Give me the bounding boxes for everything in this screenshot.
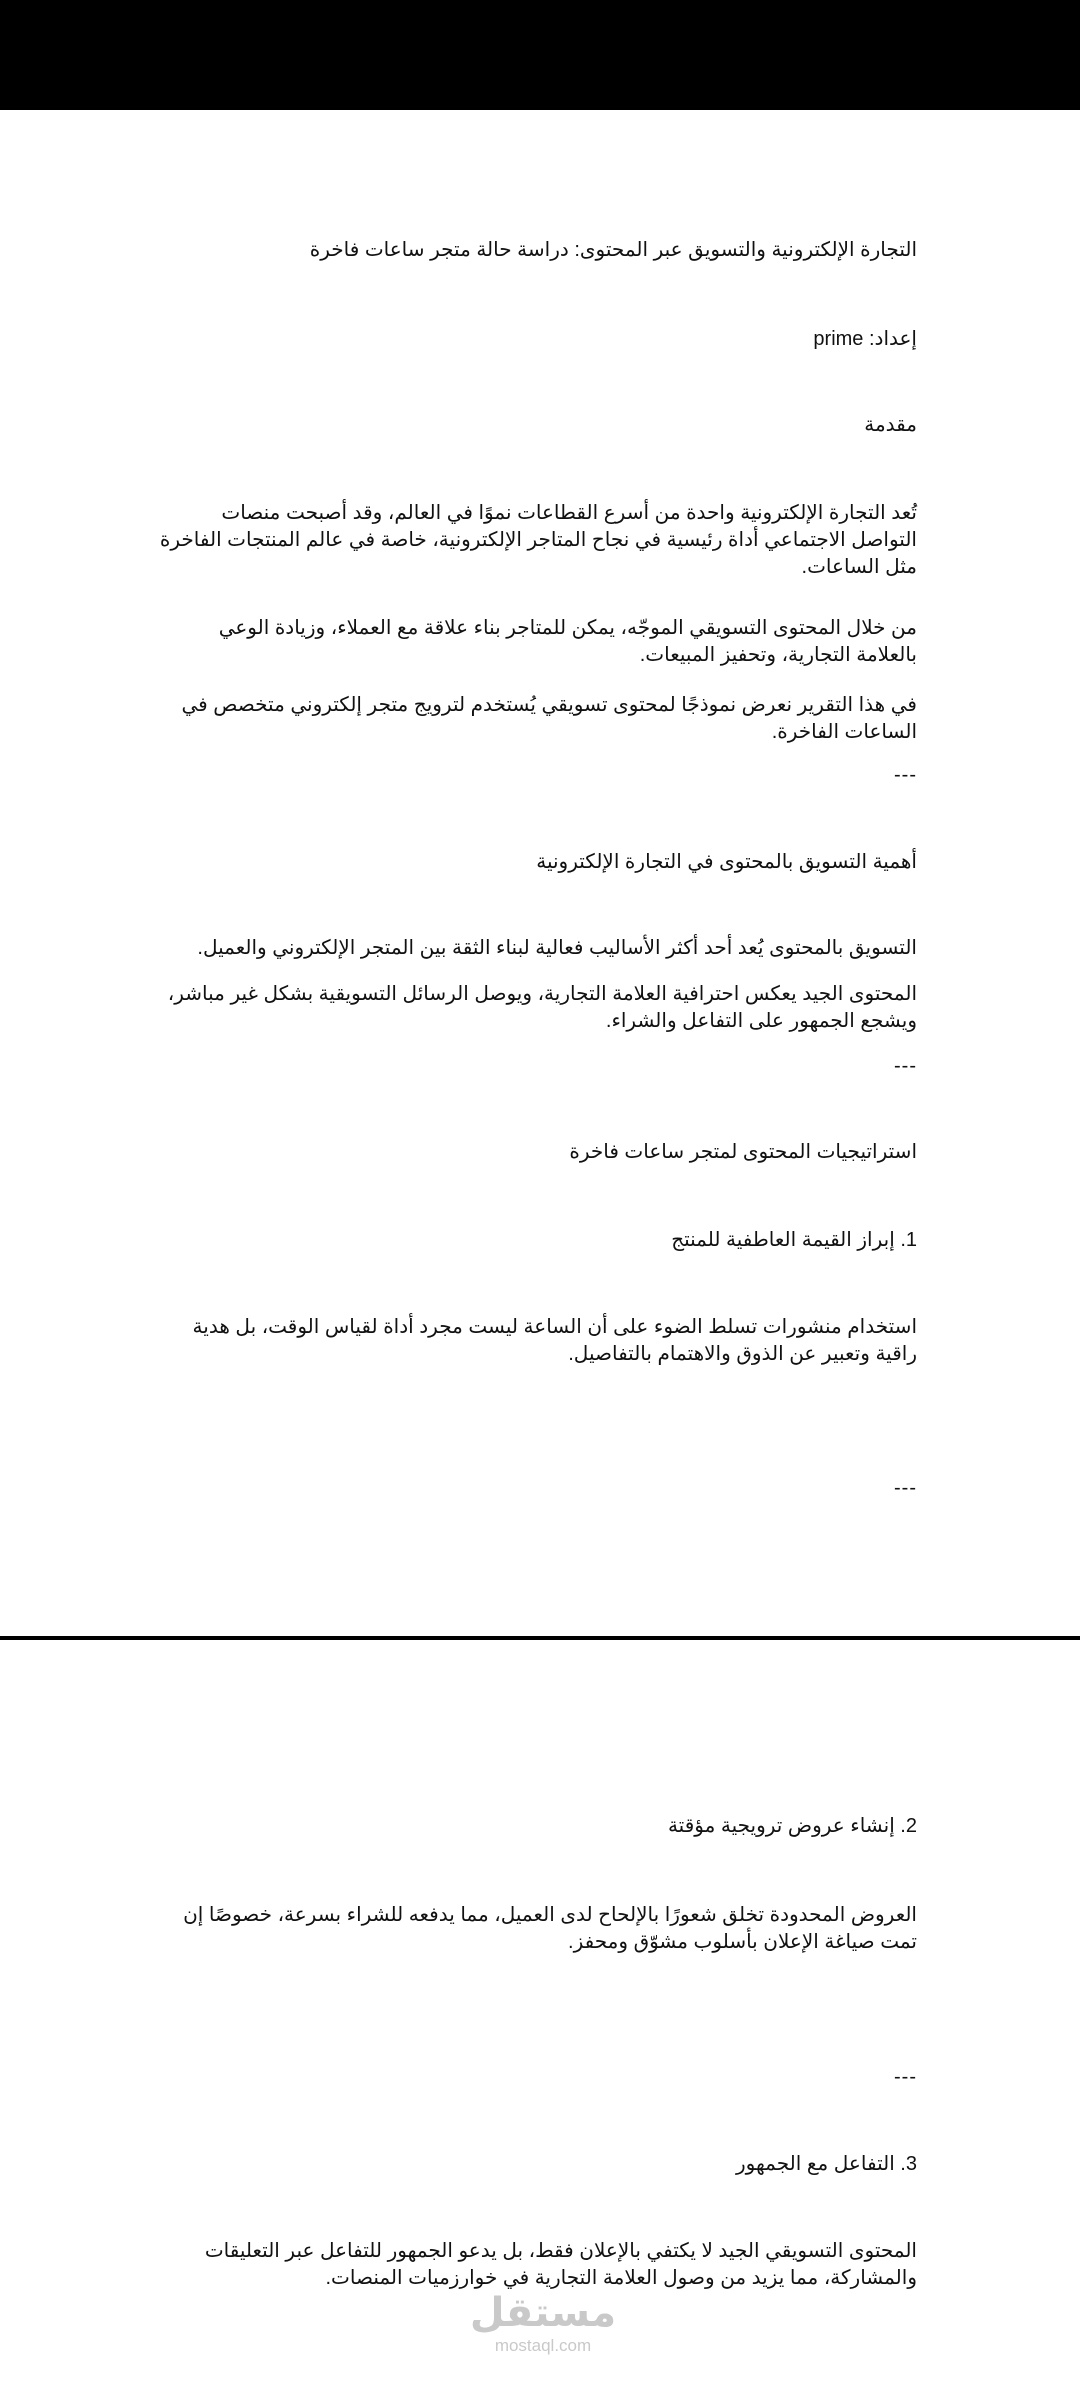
strategy-1-title: 1. إبراز القيمة العاطفية للمنتج [671,1229,917,1251]
strategies-heading: استراتيجيات المحتوى لمتجر ساعات فاخرة [569,1141,917,1163]
document-title: التجارة الإلكترونية والتسويق عبر المحتوى: دراسة حالة متجر ساعات فاخرة [309,239,917,261]
page-divider [0,1636,1080,1640]
mostaql-watermark [468,2290,618,2356]
separator-4: --- [894,2066,917,2088]
intro-paragraph-3: في هذا التقرير نعرض نموذجًا لمحتوى تسويقي يُستخدم لترويج متجر إلكتروني متخصص في الساعات الفاخرة. [181,694,917,743]
intro-paragraph-1: تُعد التجارة الإلكترونية واحدة من أسرع القطاعات نموًا في العالم، وقد أصبحت منصات التواصل الاجتماعي أداة رئيسية في نجاح المتاجر الإلكترونية، خاصة في عالم المنتجات الفاخرة مثل الساعات. [159,502,917,578]
strategy-1-text: استخدام منشورات تسلط الضوء على أن الساعة ليست مجرد أداة لقياس الوقت، بل هدية راقية وتعبير عن الذوق والاهتمام بالتفاصيل. [192,1316,917,1365]
intro-paragraph-2: من خلال المحتوى التسويقي الموجّه، يمكن للمتاجر بناء علاقة مع العملاء، وزيادة الوعي بالعلامة التجارية، وتحفيز المبيعات. [218,617,917,666]
importance-paragraph-2: المحتوى الجيد يعكس احترافية العلامة التجارية، ويوصل الرسائل التسويقية بشكل غير مباشر، ويشجع الجمهور على التفاعل والشراء. [167,983,917,1032]
intro-heading: مقدمة [864,414,917,436]
strategy-2-title: 2. إنشاء عروض ترويجية مؤقتة [667,1815,917,1837]
separator-1: --- [894,764,917,786]
top-black-bar [0,0,1080,110]
strategy-2-text: العروض المحدودة تخلق شعورًا بالإلحاح لدى العميل، مما يدفعه للشراء بسرعة، خصوصًا إن تمت صياغة الإعلان بأسلوب مشوّق ومحفز. [183,1904,917,1953]
watermark-arabic: مستقل [469,2290,617,2336]
separator-2: --- [894,1055,917,1077]
author-line: إعداد: prime [813,328,917,350]
watermark-latin: mostaql.com [494,2336,592,2355]
strategy-3-title: 3. التفاعل مع الجمهور [735,2153,917,2175]
importance-heading: أهمية التسويق بالمحتوى في التجارة الإلكترونية [536,851,917,873]
separator-3: --- [894,1477,917,1499]
strategy-3-text: المحتوى التسويقي الجيد لا يكتفي بالإعلان فقط، بل يدعو الجمهور للتفاعل عبر التعليقات والمشاركة، مما يزيد من وصول العلامة التجارية في خوارزميات المنصات. [204,2240,917,2289]
importance-paragraph-1: التسويق بالمحتوى يُعد أحد أكثر الأساليب فعالية لبناء الثقة بين المتجر الإلكتروني والعميل. [197,937,917,959]
